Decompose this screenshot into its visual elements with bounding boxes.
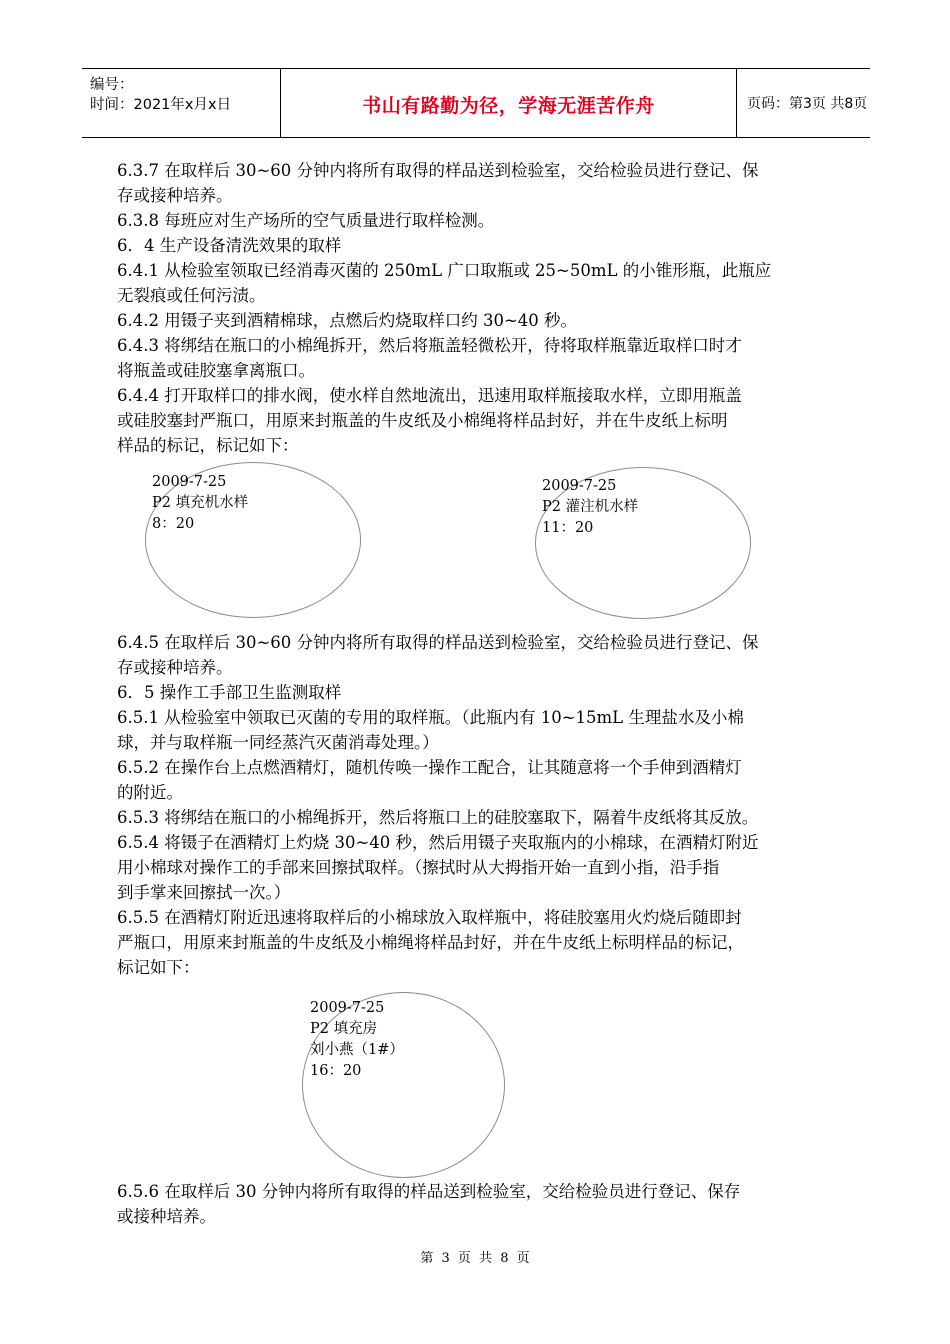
label-date: 2009-7-25 <box>310 1000 385 1016</box>
body-line: 严瓶口，用原来封瓶盖的牛皮纸及小棉绳将样品封好，并在牛皮纸上标明样品的标记， <box>117 933 744 952</box>
label-date: 2009-7-25 <box>542 478 617 494</box>
header-meta-cell <box>82 69 280 137</box>
label-time: 8：20 <box>152 516 195 532</box>
body-line: 6.3.8 每班应对生产场所的空气质量进行取样检测。 <box>117 211 495 230</box>
body-line: 6.5.1 从检验室中领取已灭菌的专用的取样瓶。（此瓶内有 10~15mL 生理盐水及小棉 <box>117 708 744 727</box>
body-line: 6.5.2 在操作台上点燃酒精灯，随机传唤一操作工配合，让其随意将一个手伸到酒精灯 <box>117 758 742 777</box>
body-line: 的附近。 <box>117 783 183 802</box>
body-line: 6.4.4 打开取样口的排水阀，使水样自然地流出，迅速用取样瓶接取水样，立即用瓶盖 <box>117 386 742 405</box>
label-location: P2 灌注机水样 <box>542 499 639 515</box>
body-line: 6.4.1 从检验室领取已经消毒灭菌的 250mL 广口取瓶或 25~50mL 的小锥形瓶，此瓶应 <box>117 261 772 280</box>
label-time: 16：20 <box>310 1063 362 1079</box>
body-line: 无裂痕或任何污渍。 <box>117 286 266 305</box>
section-heading: 6．4 生产设备清洗效果的取样 <box>117 236 342 255</box>
document-time-label: 时间：2021年x月x日 <box>90 97 232 113</box>
label-date: 2009-7-25 <box>152 474 227 490</box>
body-line: 6.5.6 在取样后 30 分钟内将所有取得的样品送到检验室，交给检验员进行登记、保存 <box>117 1182 741 1201</box>
document-header <box>82 68 870 138</box>
body-line: 6.4.2 用镊子夹到酒精棉球，点燃后灼烧取样口约 30~40 秒。 <box>117 311 578 330</box>
document-number-label: 编号： <box>90 77 134 93</box>
body-line: 到手掌来回擦拭一次。） <box>117 883 291 902</box>
body-line: 6.5.3 将绑结在瓶口的小棉绳拆开，然后将瓶口上的硅胶塞取下，隔着牛皮纸将其反放。 <box>117 808 759 827</box>
sample-label-1 <box>152 472 248 535</box>
sample-label-2 <box>542 476 638 539</box>
body-line: 用小棉球对操作工的手部来回擦拭取样。（擦拭时从大拇指开始一直到小指，沿手指 <box>117 858 720 877</box>
body-line: 存或接种培养。 <box>117 186 233 205</box>
label-time: 11：20 <box>542 520 594 536</box>
body-line: 样品的标记，标记如下： <box>117 436 299 455</box>
body-line: 6.5.5 在酒精灯附近迅速将取样后的小棉球放入取样瓶中，将硅胶塞用火灼烧后随即封 <box>117 908 742 927</box>
header-motto: 书山有路勤为径，学海无涯苦作舟 <box>362 95 655 117</box>
sample-label-3 <box>310 998 404 1082</box>
header-page-info: 页码：第3页 共8页 <box>747 96 868 112</box>
body-line: 或接种培养。 <box>117 1207 216 1226</box>
body-line: 将瓶盖或硅胶塞拿离瓶口。 <box>117 361 315 380</box>
page-footer: 第 3 页 共 8 页 <box>420 1251 530 1266</box>
header-motto-cell <box>280 69 737 137</box>
header-page-cell <box>737 69 870 137</box>
label-location: P2 填充机水样 <box>152 495 249 511</box>
label-operator: 刘小燕（1#） <box>310 1042 404 1058</box>
body-line: 或硅胶塞封严瓶口，用原来封瓶盖的牛皮纸及小棉绳将样品封好，并在牛皮纸上标明 <box>117 411 728 430</box>
section-heading: 6．5 操作工手部卫生监测取样 <box>117 683 342 702</box>
body-line: 6.5.4 将镊子在酒精灯上灼烧 30~40 秒，然后用镊子夹取瓶内的小棉球，在酒精灯附近 <box>117 833 759 852</box>
body-line: 6.3.7 在取样后 30~60 分钟内将所有取得的样品送到检验室，交给检验员进行登记、保 <box>117 161 759 180</box>
body-line: 标记如下： <box>117 958 200 977</box>
body-line: 存或接种培养。 <box>117 658 233 677</box>
label-location: P2 填充房 <box>310 1021 378 1037</box>
body-line: 6.4.5 在取样后 30~60 分钟内将所有取得的样品送到检验室，交给检验员进行登记、保 <box>117 633 759 652</box>
body-line: 6.4.3 将绑结在瓶口的小棉绳拆开，然后将瓶盖轻微松开，待将取样瓶靠近取样口时才 <box>117 336 742 355</box>
body-line: 球，并与取样瓶一同经蒸汽灭菌消毒处理。） <box>117 733 439 752</box>
